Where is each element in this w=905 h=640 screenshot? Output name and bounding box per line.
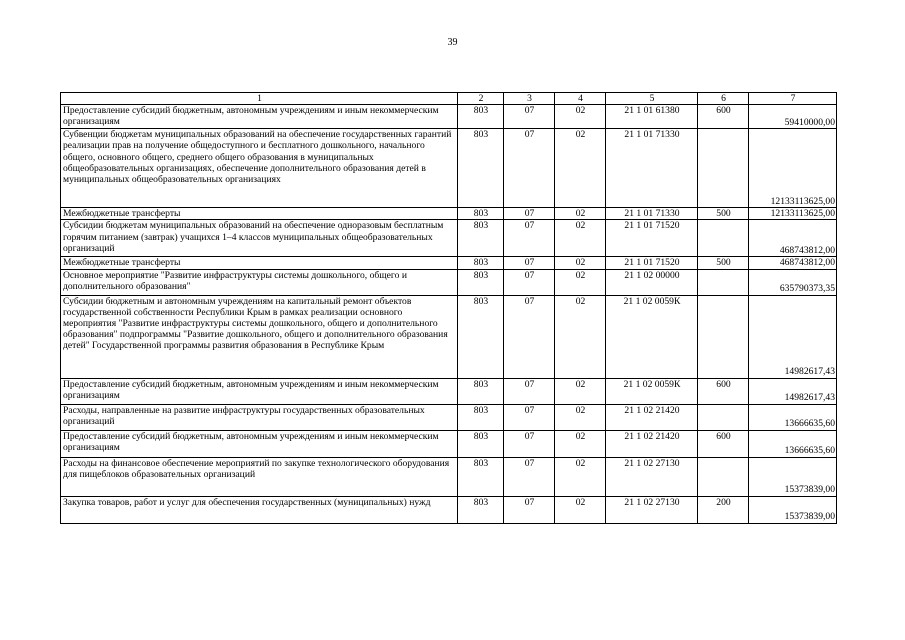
row-expense-type: 600 bbox=[698, 378, 749, 404]
table-row bbox=[61, 378, 837, 404]
column-header: 6 bbox=[698, 93, 749, 105]
row-grbs: 803 bbox=[458, 105, 504, 129]
row-expense-type: 500 bbox=[698, 208, 749, 220]
row-expense-type: 200 bbox=[698, 496, 749, 523]
row-grbs: 803 bbox=[458, 404, 504, 430]
row-name: Расходы на финансовое обеспечение мероприятий по закупке технологического оборудования для пищеблоков образовательных организаций bbox=[61, 457, 458, 496]
row-name: Предоставление субсидий бюджетным, автономным учреждениям и иным некоммерческим организациям bbox=[61, 105, 458, 129]
row-name: Закупка товаров, работ и услуг для обеспечения государственных (муниципальных) нужд bbox=[61, 496, 458, 523]
row-grbs: 803 bbox=[458, 269, 504, 295]
row-grbs: 803 bbox=[458, 257, 504, 269]
row-sum: 59410000,00 bbox=[749, 105, 837, 129]
row-subsection: 02 bbox=[555, 404, 606, 430]
table-row bbox=[61, 457, 837, 496]
row-section: 07 bbox=[504, 129, 555, 208]
row-grbs: 803 bbox=[458, 378, 504, 404]
column-header: 7 bbox=[749, 93, 837, 105]
row-grbs: 803 bbox=[458, 496, 504, 523]
row-section: 07 bbox=[504, 220, 555, 257]
column-header: 4 bbox=[555, 93, 606, 105]
row-sum: 15373839,00 bbox=[749, 496, 837, 523]
row-name: Субвенции бюджетам муниципальных образований на обеспечение государственных гарантий реализации прав на получение общедоступного и бесплатного дошкольного, начального общего, основного общего, среднего общего образования в муниципальных общеобразовательных организациях, обеспечение дополнительного образования детей в муниципальных общеобразовательных организациях bbox=[61, 129, 458, 208]
row-section: 07 bbox=[504, 404, 555, 430]
row-subsection: 02 bbox=[555, 105, 606, 129]
table-row bbox=[61, 404, 837, 430]
row-expense-type bbox=[698, 220, 749, 257]
row-sum: 14982617,43 bbox=[749, 378, 837, 404]
row-subsection: 02 bbox=[555, 496, 606, 523]
row-sum: 15373839,00 bbox=[749, 457, 837, 496]
row-subsection: 02 bbox=[555, 129, 606, 208]
row-subsection: 02 bbox=[555, 220, 606, 257]
row-section: 07 bbox=[504, 208, 555, 220]
row-target-article: 21 1 01 71520 bbox=[606, 257, 698, 269]
row-section: 07 bbox=[504, 257, 555, 269]
row-section: 07 bbox=[504, 105, 555, 129]
table-row bbox=[61, 257, 837, 269]
row-name: Субсидии бюджетам муниципальных образований на обеспечение одноразовым бесплатным горячим питанием (завтрак) учащихся 1–4 классов муниципальных общеобразовательных организаций bbox=[61, 220, 458, 257]
row-grbs: 803 bbox=[458, 457, 504, 496]
row-name: Предоставление субсидий бюджетным, автономным учреждениям и иным некоммерческим организациям bbox=[61, 378, 458, 404]
row-section: 07 bbox=[504, 496, 555, 523]
row-grbs: 803 bbox=[458, 220, 504, 257]
row-subsection: 02 bbox=[555, 457, 606, 496]
row-section: 07 bbox=[504, 430, 555, 457]
table-row bbox=[61, 105, 837, 129]
row-subsection: 02 bbox=[555, 257, 606, 269]
row-target-article: 21 1 01 61380 bbox=[606, 105, 698, 129]
row-name: Расходы, направленные на развитие инфраструктуры государственных образовательных организаций bbox=[61, 404, 458, 430]
row-target-article: 21 1 01 71330 bbox=[606, 208, 698, 220]
row-expense-type bbox=[698, 269, 749, 295]
row-target-article: 21 1 02 21420 bbox=[606, 404, 698, 430]
page-number: 39 bbox=[447, 37, 458, 48]
row-sum: 12133113625,00 bbox=[749, 129, 837, 208]
row-subsection: 02 bbox=[555, 295, 606, 378]
row-section: 07 bbox=[504, 295, 555, 378]
column-header: 2 bbox=[458, 93, 504, 105]
column-header: 1 bbox=[61, 93, 458, 105]
row-expense-type bbox=[698, 129, 749, 208]
row-sum: 13666635,60 bbox=[749, 404, 837, 430]
row-name: Субсидии бюджетным и автономным учреждениям на капитальный ремонт объектов государственной собственности Республики Крым в рамках реализации основного мероприятия "Развитие инфраструктуры системы дошкольного, общего и дополнительного образования" подпрограммы "Развитие дошкольного, общего и дополнительного образования детей" Государственной программы развития образования в Республике Крым bbox=[61, 295, 458, 378]
row-name: Межбюджетные трансферты bbox=[61, 257, 458, 269]
row-sum: 13666635,60 bbox=[749, 430, 837, 457]
row-subsection: 02 bbox=[555, 378, 606, 404]
row-sum: 468743812,00 bbox=[749, 220, 837, 257]
row-sum: 468743812,00 bbox=[749, 257, 837, 269]
row-section: 07 bbox=[504, 457, 555, 496]
row-target-article: 21 1 02 27130 bbox=[606, 457, 698, 496]
table-row bbox=[61, 295, 837, 378]
row-expense-type: 600 bbox=[698, 105, 749, 129]
row-expense-type: 500 bbox=[698, 257, 749, 269]
row-target-article: 21 1 02 0059К bbox=[606, 378, 698, 404]
row-expense-type: 600 bbox=[698, 430, 749, 457]
row-section: 07 bbox=[504, 269, 555, 295]
row-grbs: 803 bbox=[458, 129, 504, 208]
row-grbs: 803 bbox=[458, 430, 504, 457]
column-header: 3 bbox=[504, 93, 555, 105]
row-expense-type bbox=[698, 295, 749, 378]
row-subsection: 02 bbox=[555, 430, 606, 457]
budget-table bbox=[60, 92, 837, 524]
row-target-article: 21 1 01 71520 bbox=[606, 220, 698, 257]
table-row bbox=[61, 129, 837, 208]
row-sum: 12133113625,00 bbox=[749, 208, 837, 220]
row-section: 07 bbox=[504, 378, 555, 404]
row-grbs: 803 bbox=[458, 208, 504, 220]
row-sum: 14982617,43 bbox=[749, 295, 837, 378]
column-header: 5 bbox=[606, 93, 698, 105]
row-expense-type bbox=[698, 457, 749, 496]
row-target-article: 21 1 02 00000 bbox=[606, 269, 698, 295]
table-row bbox=[61, 208, 837, 220]
row-name: Межбюджетные трансферты bbox=[61, 208, 458, 220]
row-subsection: 02 bbox=[555, 208, 606, 220]
row-name: Предоставление субсидий бюджетным, автономным учреждениям и иным некоммерческим организациям bbox=[61, 430, 458, 457]
table-header-row bbox=[61, 93, 837, 105]
table-row bbox=[61, 430, 837, 457]
row-name: Основное мероприятие "Развитие инфраструктуры системы дошкольного, общего и дополнительного образования" bbox=[61, 269, 458, 295]
row-expense-type bbox=[698, 404, 749, 430]
row-target-article: 21 1 02 0059К bbox=[606, 295, 698, 378]
row-target-article: 21 1 01 71330 bbox=[606, 129, 698, 208]
table-row bbox=[61, 220, 837, 257]
table-row bbox=[61, 269, 837, 295]
row-sum: 635790373,35 bbox=[749, 269, 837, 295]
table-row bbox=[61, 496, 837, 523]
row-subsection: 02 bbox=[555, 269, 606, 295]
row-target-article: 21 1 02 21420 bbox=[606, 430, 698, 457]
row-target-article: 21 1 02 27130 bbox=[606, 496, 698, 523]
row-grbs: 803 bbox=[458, 295, 504, 378]
